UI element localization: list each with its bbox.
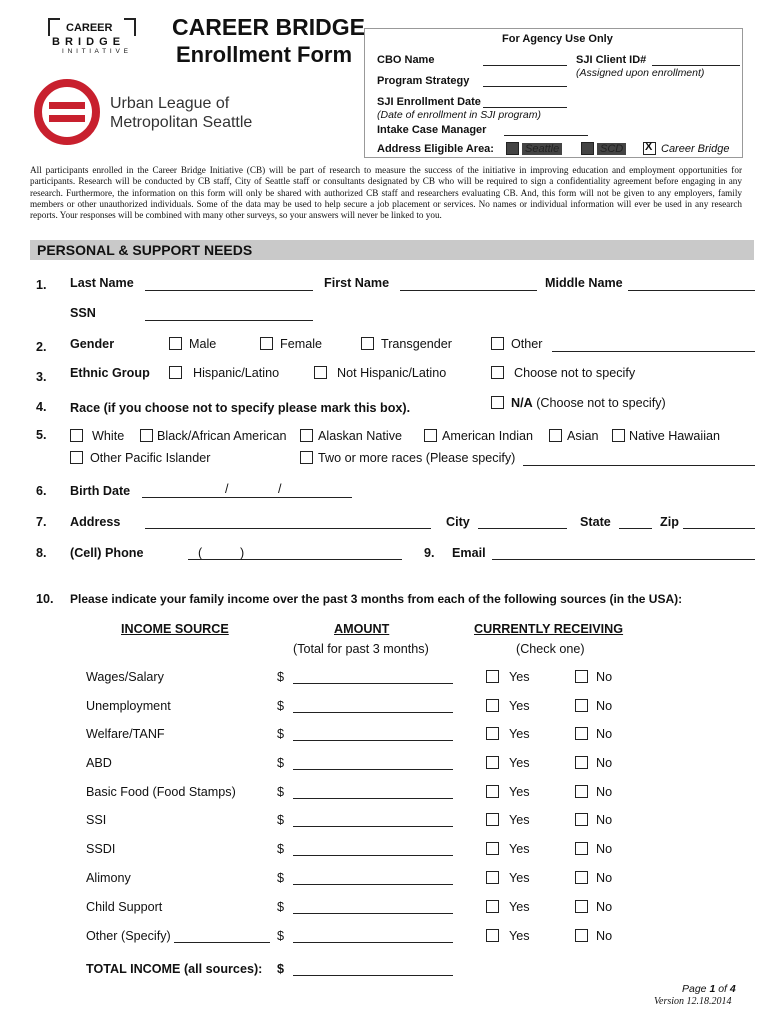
income-amount-field[interactable] [293,769,453,770]
agency-heading: For Agency Use Only [502,33,613,45]
income-yes-label: Yes [509,756,530,770]
race-asian-checkbox[interactable] [549,429,562,442]
gender-label: Gender [70,337,115,351]
birth-date-field[interactable] [142,497,352,498]
q10-label: Please indicate your family income over the past 3 months from each of the following sources (in the USA): [70,592,683,606]
income-no-label: No [596,670,613,684]
version-text: Version 12.18.2014 [654,996,732,1007]
ethnic-hispanic-label: Hispanic/Latino [193,366,280,380]
income-no-checkbox[interactable] [575,929,588,942]
income-source-label: SSI [86,813,107,827]
income-amount-field[interactable] [293,855,453,856]
email-label: Email [452,546,486,560]
income-currency: $ [277,699,285,713]
logo-initiative-text: I N I T I A T I V E [62,48,129,55]
q10-number: 10. [36,592,54,606]
last-name-label: Last Name [70,276,134,290]
sji-enroll-date-field[interactable] [483,107,567,108]
section-title: PERSONAL & SUPPORT NEEDS [37,242,253,258]
gender-transgender-checkbox[interactable] [361,337,374,350]
race-alaskan-label: Alaskan Native [318,429,402,443]
gender-female-label: Female [280,337,322,351]
q6-number: 6. [36,484,47,498]
income-currency: $ [277,785,285,799]
phone-label: (Cell) Phone [70,546,144,560]
total-income-field[interactable] [293,975,453,976]
logo-frame-right [124,18,136,36]
income-yes-checkbox[interactable] [486,756,499,769]
income-source-label: Alimony [86,871,131,885]
page-number: 1 [709,983,716,995]
q7-number: 7. [36,515,47,529]
page-of: of [715,983,730,995]
income-source-label: Basic Food (Food Stamps) [86,785,236,799]
page-total: 4 [729,983,736,995]
birth-date-sep2: / [278,482,282,496]
income-source-label: Welfare/TANF [86,727,165,741]
ssn-field[interactable] [145,320,313,321]
intro-paragraph: All participants enrolled in the Career Bridge Initiative (CB) will be part of research to measure the success of the initiative in improving education and employment opportunities for participants. Research will be conducted by CB staff, City of Seattle staff or consultants designated by CB who will be required to sign a confidentiality agreement before engaging in any research. Furthermore, the information on this form will only be shared with authorized CB staff and researchers evaluating CB. And, this form will not be given to any employers, family members or other unauthorized individuals. Some of the data may be used to help secure a job placement or services. No names or individual information will ever be used in any research reports. Your responses will be combined with many other surveys, so your answers will never be linked to you. [30,165,742,221]
org-name-line1: Urban League of [110,95,230,112]
income-currency: $ [277,670,285,684]
q3-number: 3. [36,370,47,384]
logo-career-text: CAREER [66,22,113,34]
area-career-bridge-label: Career Bridge [661,143,730,155]
income-no-label: No [596,871,613,885]
page-indicator [682,983,736,995]
income-no-label: No [596,727,613,741]
q1-number: 1. [36,278,47,292]
state-label: State [580,515,611,529]
income-no-checkbox[interactable] [575,900,588,913]
birth-date-label: Birth Date [70,484,131,498]
income-no-label: No [596,929,613,943]
income-amount-field[interactable] [293,798,453,799]
income-no-checkbox[interactable] [575,699,588,712]
income-currency: $ [277,842,285,856]
income-yes-label: Yes [509,929,530,943]
income-amount-field[interactable] [293,740,453,741]
q9-number: 9. [424,546,435,560]
income-yes-label: Yes [509,842,530,856]
income-amount-field[interactable] [293,683,453,684]
income-amount-field[interactable] [293,826,453,827]
last-name-field[interactable] [145,290,313,291]
income-source-label: Child Support [86,900,163,914]
middle-name-label: Middle Name [545,276,623,290]
ssn-label: SSN [70,306,96,320]
income-source-label: Unemployment [86,699,171,713]
cbo-name-field[interactable] [483,65,567,66]
income-yes-checkbox[interactable] [486,929,499,942]
ethnic-not-hispanic-checkbox[interactable] [314,366,327,379]
city-field[interactable] [478,528,567,529]
area-seattle-label: Seattle [522,143,562,155]
sji-client-note: (Assigned upon enrollment) [576,67,705,79]
zip-field[interactable] [683,528,755,529]
income-currency: $ [277,871,285,885]
race-alaskan-checkbox[interactable] [300,429,313,442]
phone-paren-close: ) [240,546,245,560]
area-scd-label: SCD [597,143,626,155]
first-name-label: First Name [324,276,390,290]
income-yes-checkbox[interactable] [486,670,499,683]
q5-number: 5. [36,428,47,442]
income-yes-checkbox[interactable] [486,842,499,855]
cbo-name-label: CBO Name [377,54,435,66]
race-two-more-checkbox[interactable] [300,451,313,464]
logo-frame-left [48,18,60,36]
gender-other-label: Other [511,337,543,351]
area-career-bridge-checkbox[interactable] [643,142,656,155]
program-strategy-label: Program Strategy [377,75,470,87]
ethnic-group-label: Ethnic Group [70,366,150,380]
form-title-line2: Enrollment Form [176,42,353,67]
address-label: Address [70,515,121,529]
income-currency: $ [277,756,285,770]
income-no-label: No [596,813,613,827]
race-pacific-checkbox[interactable] [70,451,83,464]
income-no-label: No [596,785,613,799]
income-yes-checkbox[interactable] [486,699,499,712]
income-no-checkbox[interactable] [575,756,588,769]
program-strategy-field[interactable] [483,86,567,87]
income-no-checkbox[interactable] [575,785,588,798]
race-white-label: White [92,429,125,443]
race-asian-label: Asian [567,429,599,443]
q4-number: 4. [36,400,47,414]
income-yes-label: Yes [509,785,530,799]
ethnic-choose-not-label: Choose not to specify [514,366,636,380]
sji-client-field[interactable] [652,65,740,66]
income-no-label: No [596,756,613,770]
address-field[interactable] [145,528,431,529]
amount-subheader: (Total for past 3 months) [293,642,429,656]
income-currency: $ [277,727,285,741]
income-yes-checkbox[interactable] [486,785,499,798]
income-yes-checkbox[interactable] [486,871,499,884]
race-american-indian-label: American Indian [442,429,534,443]
q2-number: 2. [36,340,47,354]
income-no-checkbox[interactable] [575,871,588,884]
first-name-field[interactable] [400,290,537,291]
gender-male-label: Male [189,337,217,351]
race-two-more-field[interactable] [523,465,755,466]
receiving-subheader: (Check one) [516,642,585,656]
gender-female-checkbox[interactable] [260,337,273,350]
income-currency: $ [277,813,285,827]
org-name-line2: Metropolitan Seattle [110,114,253,131]
income-no-checkbox[interactable] [575,842,588,855]
income-currency: $ [277,929,285,943]
income-no-label: No [596,699,613,713]
race-na-note: (Choose not to specify) [532,396,666,410]
total-income-label: TOTAL INCOME (all sources): [86,962,263,976]
income-yes-label: Yes [509,871,530,885]
income-yes-label: Yes [509,727,530,741]
city-label: City [446,515,470,529]
income-source-label: Other (Specify) [86,929,171,943]
gender-other-field[interactable] [552,351,755,352]
zip-label: Zip [660,515,679,529]
phone-field[interactable] [188,559,402,560]
phone-paren-open: ( [198,546,203,560]
income-amount-field[interactable] [293,884,453,885]
income-yes-checkbox[interactable] [486,813,499,826]
race-two-more-label: Two or more races (Please specify) [318,451,516,465]
income-no-label: No [596,900,613,914]
income-yes-label: Yes [509,670,530,684]
income-yes-label: Yes [509,813,530,827]
receiving-header: CURRENTLY RECEIVING [474,622,624,636]
state-field[interactable] [619,528,652,529]
income-yes-checkbox[interactable] [486,900,499,913]
income-source-label: ABD [86,756,112,770]
race-black-checkbox[interactable] [140,429,153,442]
amount-header: AMOUNT [334,622,390,636]
logo-bridge-text: B R I D G E [52,36,122,48]
form-title-line1: CAREER BRIDGE [172,14,365,40]
race-american-indian-checkbox[interactable] [424,429,437,442]
total-currency: $ [277,962,285,976]
income-currency: $ [277,900,285,914]
income-yes-label: Yes [509,699,530,713]
intake-manager-field[interactable] [504,135,588,136]
q8-number: 8. [36,546,47,560]
gender-other-checkbox[interactable] [491,337,504,350]
income-amount-field[interactable] [293,712,453,713]
income-amount-field[interactable] [293,913,453,914]
ethnic-hispanic-checkbox[interactable] [169,366,182,379]
birth-date-sep1: / [225,482,229,496]
ethnic-choose-not-checkbox[interactable] [491,366,504,379]
ethnic-not-hispanic-label: Not Hispanic/Latino [337,366,447,380]
income-no-label: No [596,842,613,856]
race-hawaiian-label: Native Hawaiian [629,429,720,443]
address-area-label: Address Eligible Area: [377,143,494,155]
income-no-checkbox[interactable] [575,813,588,826]
area-seattle-checkbox[interactable] [506,142,519,155]
sji-enroll-date-label: SJI Enrollment Date [377,96,481,108]
agency-use-box [364,28,743,158]
income-source-label: SSDI [86,842,116,856]
middle-name-field[interactable] [628,290,755,291]
section-header [30,240,754,260]
urban-league-logo-icon [33,78,101,146]
income-other-specify-field[interactable] [174,942,270,943]
sji-enroll-note: (Date of enrollment in SJI program) [377,109,541,121]
income-no-checkbox[interactable] [575,670,588,683]
race-label: Race (if you choose not to specify please mark this box). [70,401,411,415]
income-no-checkbox[interactable] [575,727,588,740]
area-scd-checkbox[interactable] [581,142,594,155]
gender-male-checkbox[interactable] [169,337,182,350]
race-black-label: Black/African American [157,429,287,443]
intake-manager-label: Intake Case Manager [377,124,487,136]
income-amount-field[interactable] [293,942,453,943]
income-yes-checkbox[interactable] [486,727,499,740]
page-word: Page [682,983,710,995]
race-na-checkbox[interactable] [491,396,504,409]
race-na-label [511,396,666,410]
income-source-label: Wages/Salary [86,670,164,684]
race-white-checkbox[interactable] [70,429,83,442]
income-yes-label: Yes [509,900,530,914]
email-field[interactable] [492,559,755,560]
race-hawaiian-checkbox[interactable] [612,429,625,442]
race-na-text: N/A [511,396,533,410]
sji-client-label: SJI Client ID# [576,54,647,66]
income-source-header: INCOME SOURCE [121,622,229,636]
race-pacific-label: Other Pacific Islander [90,451,211,465]
gender-transgender-label: Transgender [381,337,452,351]
